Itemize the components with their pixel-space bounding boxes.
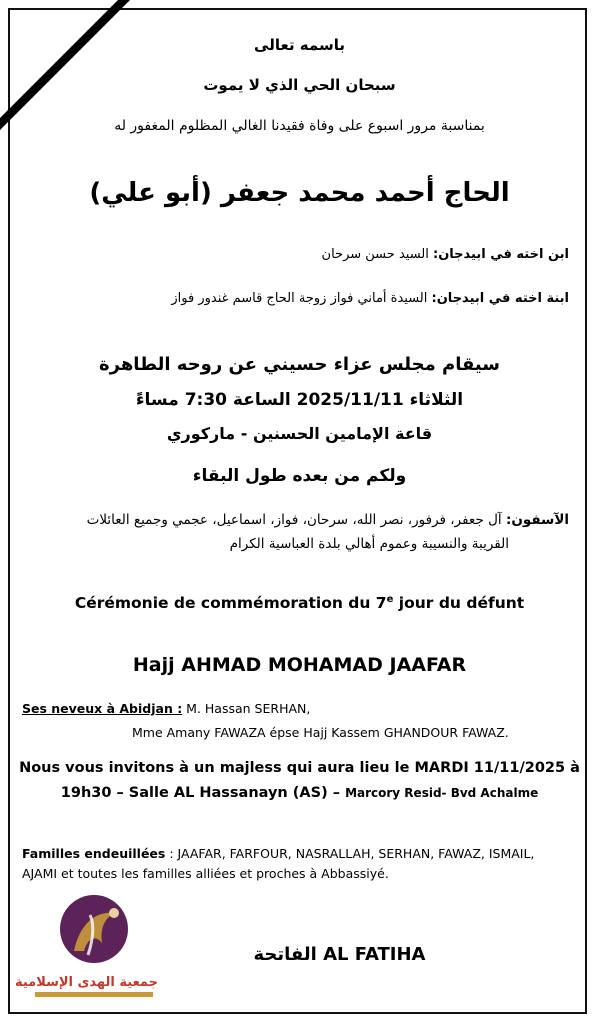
nephew2-french: Mme Amany FAWAZA épse Hajj Kassem GHANDOUR FAWAZ. (132, 725, 509, 740)
logo-underline (35, 992, 153, 997)
invite-line1: Nous vous invitons à un majless qui aura lieu le MARDI 11/11/2025 à (19, 760, 580, 776)
invite-line2-address: Marcory Resid- Bvd Achalme (345, 786, 539, 800)
condolence-text: ولكم من بعده طول البقاء (192, 466, 407, 486)
nephew-arabic (322, 247, 569, 262)
page-frame (8, 8, 587, 1014)
nephews-label-french: Ses neveux à Abidjan : (22, 701, 183, 716)
families-french-line2: AJAMI et toutes les familles alliées et proches à Abbassiyé. (22, 866, 389, 881)
subhan-heading: سبحان الحي الذي لا يموت (203, 76, 396, 94)
invite-line2-main: 19h30 – Salle AL Hassanayn (AS) – (60, 785, 346, 801)
majlis-datetime: الثلاثاء 2025/11/11 الساعة 7:30 مساءً (135, 390, 464, 410)
invite-line2 (0, 782, 599, 801)
majlis-text: سيقام مجلس عزاء حسيني عن روحه الطاهرة (99, 354, 500, 375)
mourners-label-arabic: الآسفون: (505, 512, 569, 528)
ceremony-title-sup: e (386, 594, 394, 605)
fatiha-french: AL FATIHA (323, 944, 426, 965)
nephew-label-arabic: ابن اخته في ابيدجان: (433, 247, 569, 262)
fatiha-arabic: الفاتحة (253, 944, 317, 965)
niece-value-arabic: السيدة أماني فواز زوجة الحاج قاسم غندور فواز (171, 291, 432, 306)
niece-arabic (171, 291, 569, 306)
deceased-name-arabic: الحاج أحمد محمد جعفر (أبو علي) (89, 178, 510, 208)
nephews-french (22, 701, 310, 716)
ceremony-title (0, 594, 599, 612)
bismihi-heading: باسمه تعالى (254, 36, 345, 54)
families-label-french: Familles endeuillées (22, 846, 166, 861)
occasion-text: بمناسبة مرور اسبوع على وفاة فقيدنا الغالي المظلوم المغفور له (114, 118, 485, 134)
niece-label-arabic: ابنة اخته في ابيدجان: (431, 291, 569, 306)
logo-text: جمعية الهدى الإسلامية (14, 975, 158, 990)
deceased-name-french: Hajj AHMAD MOHAMAD JAAFAR (132, 654, 467, 676)
families-french-line1 (22, 846, 534, 861)
families-list-french: : JAAFAR, FARFOUR, NASRALLAH, SERHAN, FAWAZ, ISMAIL, (165, 846, 535, 861)
nephew-value-arabic: السيد حسن سرحان (321, 247, 433, 262)
nephew1-french: M. Hassan SERHAN, (182, 701, 311, 716)
ceremony-title-main: Cérémonie de commémoration du 7 (74, 594, 387, 613)
fatiha-line (40, 944, 599, 965)
majlis-hall: قاعة الإمامين الحسنين - ماركوري (166, 424, 433, 443)
mourners-arabic-line1 (87, 512, 569, 528)
mourners-line1-arabic: آل جعفر، فرفور، نصر الله، سرحان، فواز، اسماعيل، عجمي وجميع العائلات (86, 512, 506, 528)
ceremony-title-end: jour du défunt (393, 594, 525, 613)
mourners-arabic-line2: القريبة والنسيبة وعموم أهالي بلدة العباسية الكرام (229, 536, 509, 552)
